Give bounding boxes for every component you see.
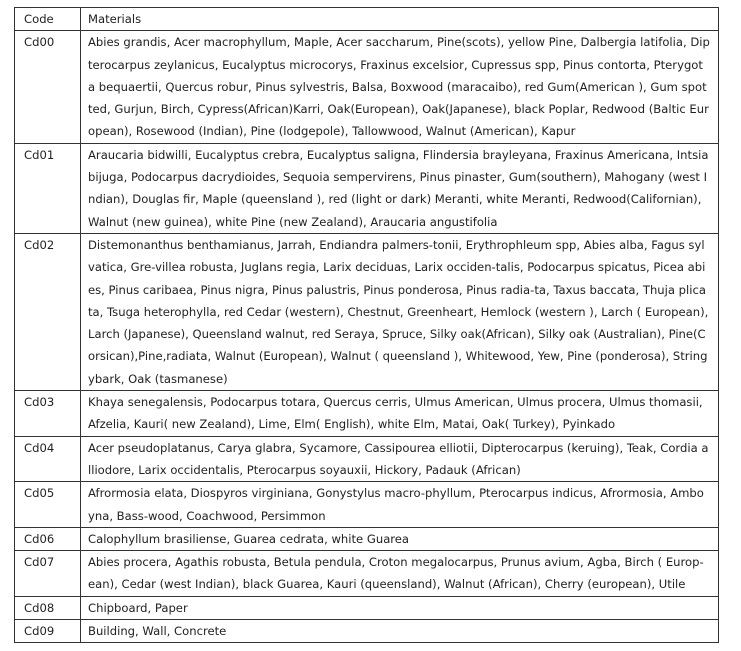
table-row xyxy=(15,436,719,482)
code-cell: Cd07 xyxy=(15,551,81,597)
code-cell: Cd01 xyxy=(15,143,81,233)
header-materials: Materials xyxy=(81,8,719,31)
table-header-row xyxy=(15,8,719,31)
table-row xyxy=(15,482,719,528)
materials-cell: Khaya senegalensis, Podocarpus totara, Quercus cerris, Ulmus American, Ulmus procera, Ulmus thomasii, Afzelia, Kauri( new Zealand), Lime, Elm( English), white Elm, Matai, Oak( Turkey), Pyinkado xyxy=(81,391,719,437)
code-cell: Cd00 xyxy=(15,31,81,143)
table-row xyxy=(15,31,719,143)
materials-cell: Araucaria bidwilli, Eucalyptus crebra, Eucalyptus saligna, Flindersia brayleyana, Fraxinus Americana, Intsia bijuga, Podocarpus dacrydioides, Sequoia sempervirens, Pinus pinaster, Gum(southern), Mahogany (west Indian), Douglas fir, Maple (queensland ), red (light or dark) Meranti, white Meranti, Redwood(Californian), Walnut (new guinea), white Pine (new Zealand), Araucaria angustifolia xyxy=(81,143,719,233)
code-cell: Cd08 xyxy=(15,596,81,619)
materials-cell: Chipboard, Paper xyxy=(81,596,719,619)
materials-cell: Afrormosia elata, Diospyros virginiana, Gonystylus macro-phyllum, Pterocarpus indicus, Afrormosia, Amboyna, Bass-wood, Coachwood, Persimmon xyxy=(81,482,719,528)
materials-cell: Calophyllum brasiliense, Guarea cedrata, white Guarea xyxy=(81,527,719,550)
materials-table xyxy=(14,7,719,643)
code-cell: Cd06 xyxy=(15,527,81,550)
materials-cell: Abies grandis, Acer macrophyllum, Maple, Acer saccharum, Pine(scots), yellow Pine, Dalbergia latifolia, Dipterocarpus zeylanicus, Eucalyptus microcorys, Fraxinus excelsior, Cupressus spp, Pinus contorta, Pterygota bequaertii, Quercus robur, Pinus sylvestris, Balsa, Boxwood (maracaibo), red Gum(American ), Gum spotted, Gurjun, Birch, Cypress(African)Karri, Oak(European), Oak(Japanese), black Poplar, Redwood (Baltic European), Rosewood (Indian), Pine (lodgepole), Tallowwood, Walnut (American), Kapur xyxy=(81,31,719,143)
table-row xyxy=(15,596,719,619)
code-cell: Cd02 xyxy=(15,233,81,390)
materials-cell: Acer pseudoplatanus, Carya glabra, Sycamore, Cassipourea elliotii, Dipterocarpus (keruing), Teak, Cordia alliodore, Larix occidentalis, Pterocarpus soyauxii, Hickory, Padauk (African) xyxy=(81,436,719,482)
table-row xyxy=(15,620,719,643)
table-row xyxy=(15,143,719,233)
header-code: Code xyxy=(15,8,81,31)
table-row xyxy=(15,233,719,390)
table-row xyxy=(15,527,719,550)
table-row xyxy=(15,551,719,597)
code-cell: Cd03 xyxy=(15,391,81,437)
code-cell: Cd04 xyxy=(15,436,81,482)
materials-cell: Building, Wall, Concrete xyxy=(81,620,719,643)
code-cell: Cd05 xyxy=(15,482,81,528)
materials-cell: Abies procera, Agathis robusta, Betula pendula, Croton megalocarpus, Prunus avium, Agba, Birch ( Europ-ean), Cedar (west Indian), black Guarea, Kauri (queensland), Walnut (African), Cherry (european), Utile xyxy=(81,551,719,597)
table-row xyxy=(15,391,719,437)
materials-cell: Distemonanthus benthamianus, Jarrah, Endiandra palmers-tonii, Erythrophleum spp, Abies alba, Fagus sylvatica, Gre-villea robusta, Juglans regia, Larix deciduas, Larix occiden-talis, Podocarpus spicatus, Picea abies, Pinus caribaea, Pinus nigra, Pinus palustris, Pinus ponderosa, Pinus radia-ta, Taxus baccata, Thuja plicata, Tsuga heterophylla, red Cedar (western), Chestnut, Greenheart, Hemlock (western ), Larch ( European), Larch (Japanese), Queensland walnut, red Seraya, Spruce, Silky oak(African), Silky oak (Australian), Pine(Corsican),Pine,radiata, Walnut (European), Walnut ( queensland ), Whitewood, Yew, Pine (ponderosa), Stringybark, Oak (tasmanese) xyxy=(81,233,719,390)
materials-sheet xyxy=(14,7,718,643)
code-cell: Cd09 xyxy=(15,620,81,643)
